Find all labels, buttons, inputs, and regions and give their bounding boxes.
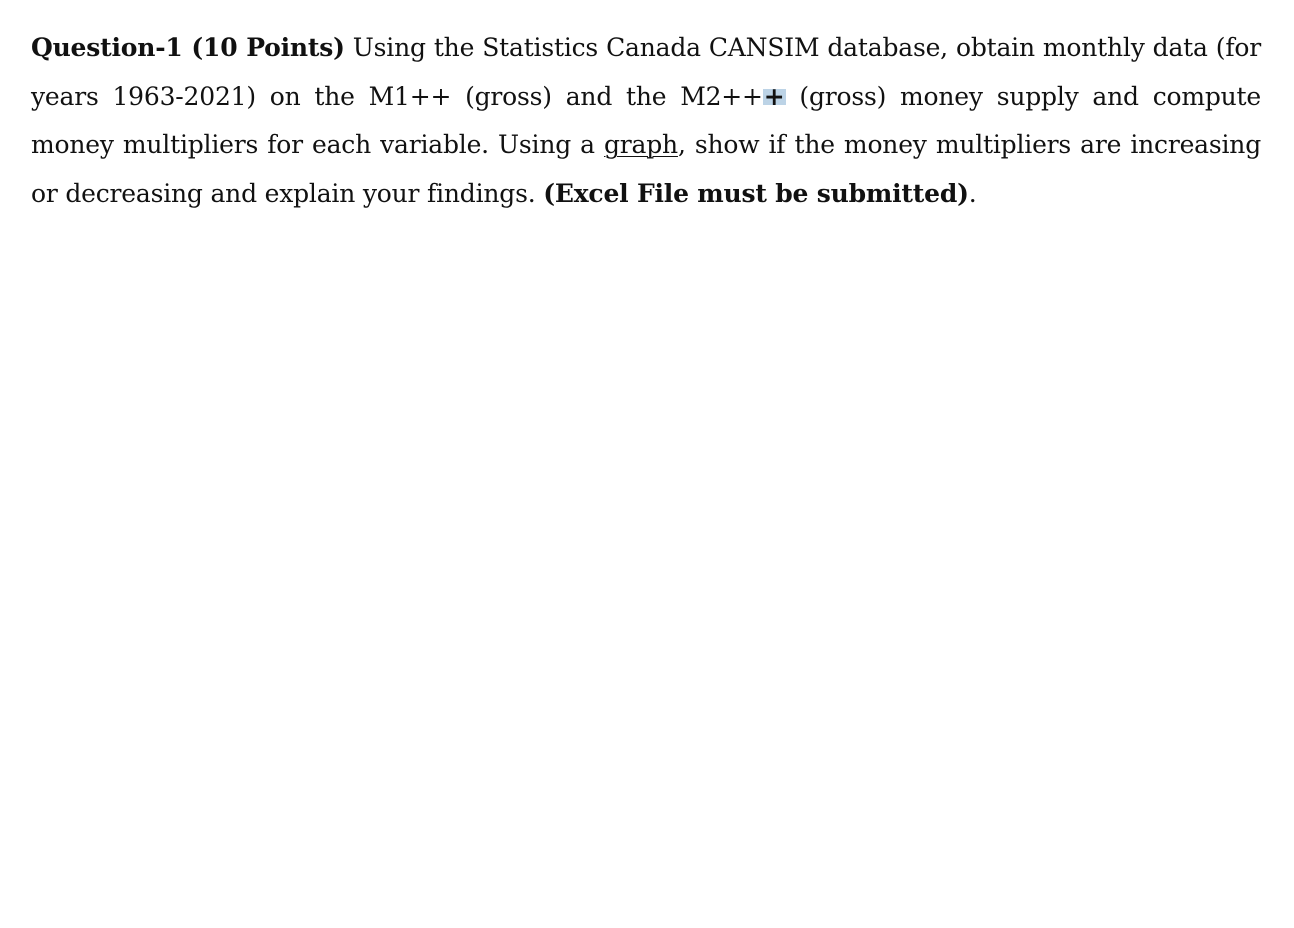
question-text-part-2: (gross) money supply and compute money multipliers for each variable. Using a (31, 81, 1261, 159)
question-ending: . (968, 178, 977, 208)
submission-note: (Excel File must be submitted) (543, 178, 969, 208)
question-paragraph (31, 24, 1261, 218)
question-text-part-1: Using the Statistics Canada CANSIM database, obtain monthly data (for years 1963-2021) on the M1++ (gross) and the M2++ (31, 33, 1261, 111)
question-heading: Question-1 (10 Points) (31, 33, 345, 62)
question-text-part-3: , show if the money multipliers are increasing or decreasing and explain your findings. (31, 130, 1261, 208)
graph-word: graph (603, 130, 678, 159)
plus-marker-icon: + (763, 81, 785, 111)
